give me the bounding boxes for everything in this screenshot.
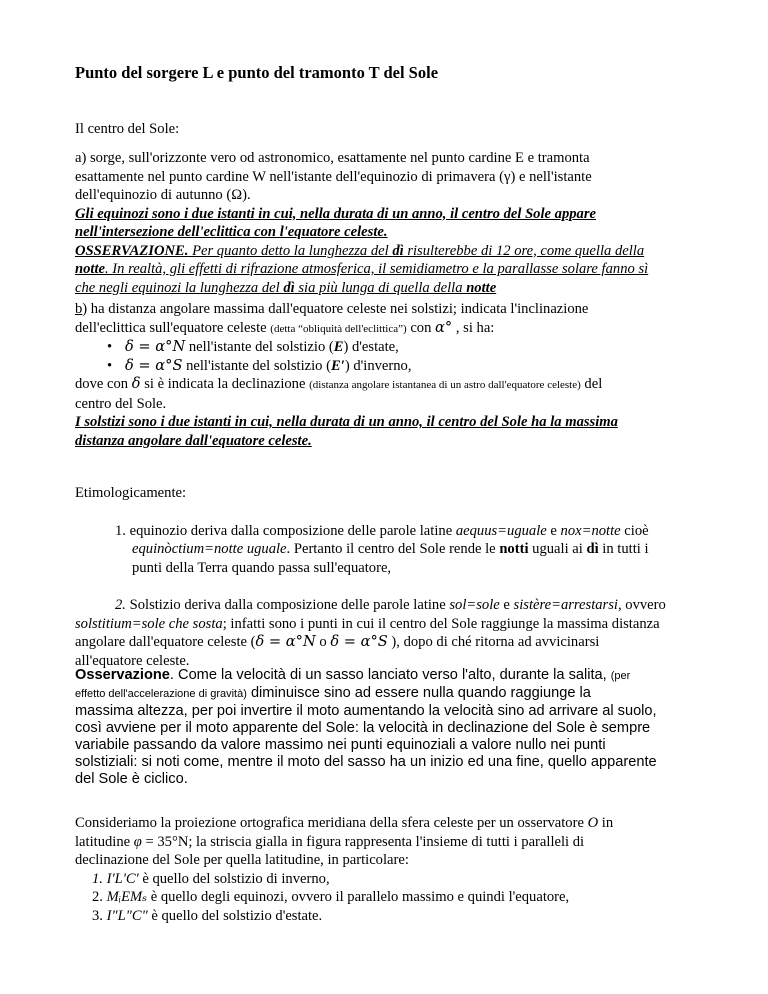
final-section: Consideriamo la proiezione ortografica meridiana della sfera celeste per un osservatore O in latitudine φ = 35°N; la striscia gialla in figura rappresenta l'insieme di tutti i paralleli di declinazione del Sole per quella latitudine, in particolare: 1. I'L'C' è quello del solstizio di inverno, 2. MᵢEMₛ è quello degli equinozi, ovvero il parallelo massimo e quindi l'equatore, 3. I"L"C" è quello del solstizio d'estate.: [75, 814, 705, 925]
section-a-line: dell'equinozio di autunno (Ω).: [75, 187, 251, 203]
equinox-definition: Gli equinozi sono i due istanti in cui, nella durata di un anno, il centro del Sole appare: [75, 205, 597, 222]
section-b: [75, 300, 705, 450]
observation-line: notte. In realtà, gli effetti di rifrazione atmosferica, il semidiametro e la parallasse solare fanno sì: [75, 261, 649, 277]
section-a-line: a) sorge, sull'orizzonte vero od astronomico, esattamente nel punto cardine E e tramonta: [75, 150, 590, 166]
etymology-heading: Etimologicamente:: [75, 485, 187, 501]
section-b-line: dove con δ si è indicata la declinazione (distanza angolare istantanea di un astro dall'equatore celeste) del: [75, 375, 603, 392]
section-b-line: dell'eclittica sull'equatore celeste (detta “obliquità dell'eclittica”) con α° , si ha:: [75, 318, 495, 336]
list-item: 3. I"L"C" è quello del solstizio d'estate.: [92, 907, 323, 924]
etymology-section: [75, 484, 705, 670]
bullet-dot: •: [107, 357, 113, 374]
section-a-line: esattamente nel punto cardine W nell'istante dell'equinozio di primavera (γ) e nell'istante: [75, 168, 592, 185]
etymology-item-2: 2. Solstizio deriva dalla composizione delle parole latine sol=sole e sistère=arrestarsi, ovvero solstitium=sole che sosta; infatti sono i punti in cui il centro del Sole raggiunge la massima distanza angolare dall'equatore celeste (δ = α°N o δ = α°S ), dopo di ché ritorna ad avvicinarsi all'equatore celeste.: [75, 597, 666, 669]
section-b-line: b) ha distanza angolare massima dall'equatore celeste nei solstizi; indicata l'inclinazione: [75, 301, 589, 317]
etymology-item-1: 1. equinozio deriva dalla composizione delle parole latine aequus=uguale e nox=notte cioè equinòctium=notte uguale. Pertanto il centro del Sole rende le notti uguali ai dì in tutti i punti della Terra quando passa sull'equatore,: [115, 522, 649, 576]
observation-line: OSSERVAZIONE. Per quanto detto la lunghezza del dì risulterebbe di 12 ore, come quella della: [75, 242, 645, 259]
bullet-dot: •: [107, 339, 113, 355]
intro-text: Il centro del Sole:: [75, 121, 180, 137]
solstice-definition: distanza angolare dall'equatore celeste.: [75, 432, 312, 449]
parallels-list: [75, 870, 705, 926]
equinox-definition: nell'intersezione dell'eclittica con l'equatore celeste.: [75, 224, 388, 240]
page-title: Punto del sorgere L e punto del tramonto T del Sole: [75, 63, 439, 82]
list-item: 2. MᵢEMₛ è quello degli equinozi, ovvero il parallelo massimo e quindi l'equatore,: [92, 889, 570, 905]
observation-label: OSSERVAZIONE.: [75, 242, 189, 259]
observation-heading: Osservazione: [75, 667, 170, 683]
observation-line: che negli equinozi la lunghezza del dì sia più lunga di quella della notte: [75, 279, 497, 296]
section-b-line: centro del Sole.: [75, 395, 167, 412]
list-item: 1. I'L'C' è quello del solstizio di inverno,: [92, 870, 330, 887]
bullet-item: • δ = α°N nell'istante del solstizio (E) d'estate,: [107, 338, 399, 355]
bullet-item: • δ = α°S nell'istante del solstizio (E′) d'inverno,: [107, 356, 412, 374]
section-a: [75, 149, 705, 297]
observation-section: Osservazione. Come la velocità di un sasso lanciato verso l'alto, durante la salita, (per effetto dell'accelerazione di gravità) diminuisce sino ad essere nulla quando raggiunge la massima altezza, per poi invertire il moto aumentando la velocità sino ad arrivare al suolo, così avviene per il moto apparente del Sole: la velocità in declinazione del Sole è sempre variabile passando da valore massimo nei punti equinoziali a valore nullo nei punti solstiziali: si noti come, mentre il moto del sasso ha un inizio ed una fine, quello apparente del Sole è ciclico.: [75, 667, 657, 787]
solstice-definition: I solstizi sono i due istanti in cui, nella durata di un anno, il centro del Sole ha la massima: [75, 414, 618, 430]
